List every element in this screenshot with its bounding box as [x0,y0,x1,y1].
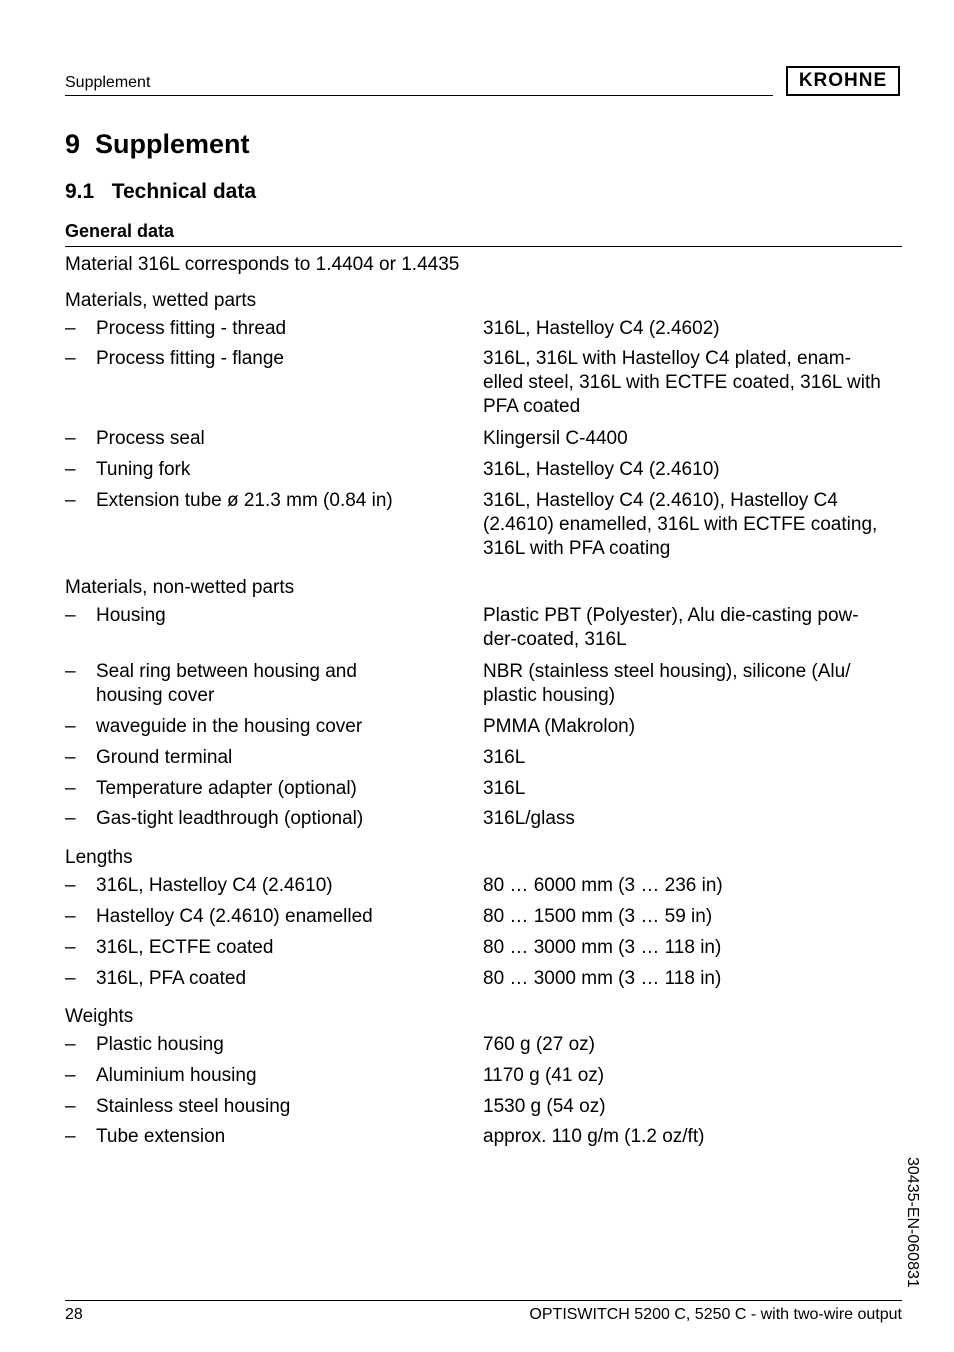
group-title-nonwetted: Materials, non-wetted parts [65,577,295,598]
item-label: Extension tube ø 21.3 mm (0.84 in) [96,490,393,511]
list-dash: – [65,348,76,369]
list-dash: – [65,490,76,511]
group-title-wetted: Materials, wetted parts [65,290,257,311]
item-label: Housing [96,605,166,626]
item-label: waveguide in the housing cover [96,716,363,737]
list-dash: – [65,661,76,682]
item-label: 316L, Hastelloy C4 (2.4610) [96,875,333,896]
group-title-lengths: Lengths [65,847,133,868]
intro-text: Material 316L corresponds to 1.4404 or 1.4435 [65,254,460,275]
item-label: 316L, PFA coated [96,968,247,989]
list-dash: – [65,1096,76,1117]
item-value: approx. 110 g/m (1.2 oz/ft) [483,1126,705,1147]
chapter-title: 9 Supplement [65,129,250,159]
item-value: Plastic PBT (Polyester), Alu die-casting pow- der-coated, 316L [483,605,859,650]
item-value: 316L, Hastelloy C4 (2.4610) [483,459,720,480]
subsection-rule [65,246,902,247]
list-dash: – [65,968,76,989]
item-value: 1530 g (54 oz) [483,1096,606,1117]
item-value: 760 g (27 oz) [483,1034,595,1055]
list-dash: – [65,778,76,799]
item-value: 316L, Hastelloy C4 (2.4602) [483,318,720,339]
item-value: NBR (stainless steel housing), silicone (Alu/ plastic housing) [483,661,851,706]
item-label: Tuning fork [96,459,191,480]
group-title-weights: Weights [65,1006,134,1027]
list-dash: – [65,937,76,958]
list-dash: – [65,716,76,737]
item-value: 316L, 316L with Hastelloy C4 plated, enam- elled steel, 316L with ECTFE coated, 316L with PFA coated [483,348,881,417]
item-value: 316L, Hastelloy C4 (2.4610), Hastelloy C4 (2.4610) enamelled, 316L with ECTFE coating, 316L with PFA coating [483,490,878,559]
item-label: Process fitting - thread [96,318,287,339]
list-dash: – [65,1034,76,1055]
item-label: Gas-tight leadthrough (optional) [96,808,364,829]
list-dash: – [65,605,76,626]
item-value: 316L [483,747,526,768]
item-label: Hastelloy C4 (2.4610) enamelled [96,906,373,927]
item-value: 80 … 1500 mm (3 … 59 in) [483,906,713,927]
item-label: Aluminium housing [96,1065,257,1086]
item-label: Plastic housing [96,1034,224,1055]
item-label: Seal ring between housing and housing cover [96,661,357,706]
running-header: Supplement [65,74,151,91]
item-value: 80 … 3000 mm (3 … 118 in) [483,968,722,989]
item-label: Stainless steel housing [96,1096,291,1117]
list-dash: – [65,459,76,480]
footer-rule [65,1300,902,1301]
subsection-title: General data [65,221,175,241]
item-value: Klingersil C-4400 [483,428,628,449]
item-label: Tube extension [96,1126,226,1147]
item-value: 80 … 6000 mm (3 … 236 in) [483,875,723,896]
list-dash: – [65,747,76,768]
item-value: 1170 g (41 oz) [483,1065,605,1086]
document-code: 30435-EN-060831 [904,1157,921,1288]
list-dash: – [65,808,76,829]
item-value: 316L [483,778,526,799]
logo-text: KROHNE [798,70,888,91]
item-label: Process seal [96,428,205,449]
list-dash: – [65,1126,76,1147]
item-label: Temperature adapter (optional) [96,778,357,799]
item-value: 80 … 3000 mm (3 … 118 in) [483,937,722,958]
page-number: 28 [65,1306,83,1323]
item-value: 316L/glass [483,808,575,829]
header-rule [65,95,773,96]
list-dash: – [65,906,76,927]
item-label: Process fitting - flange [96,348,284,369]
item-label: 316L, ECTFE coated [96,937,274,958]
list-dash: – [65,428,76,449]
item-value: PMMA (Makrolon) [483,716,636,737]
list-dash: – [65,875,76,896]
list-dash: – [65,318,76,339]
footer-title: OPTISWITCH 5200 C, 5250 C - with two-wire output [529,1306,902,1323]
krohne-logo [786,66,900,96]
section-title: 9.1 Technical data [65,180,257,203]
item-label: Ground terminal [96,747,233,768]
list-dash: – [65,1065,76,1086]
